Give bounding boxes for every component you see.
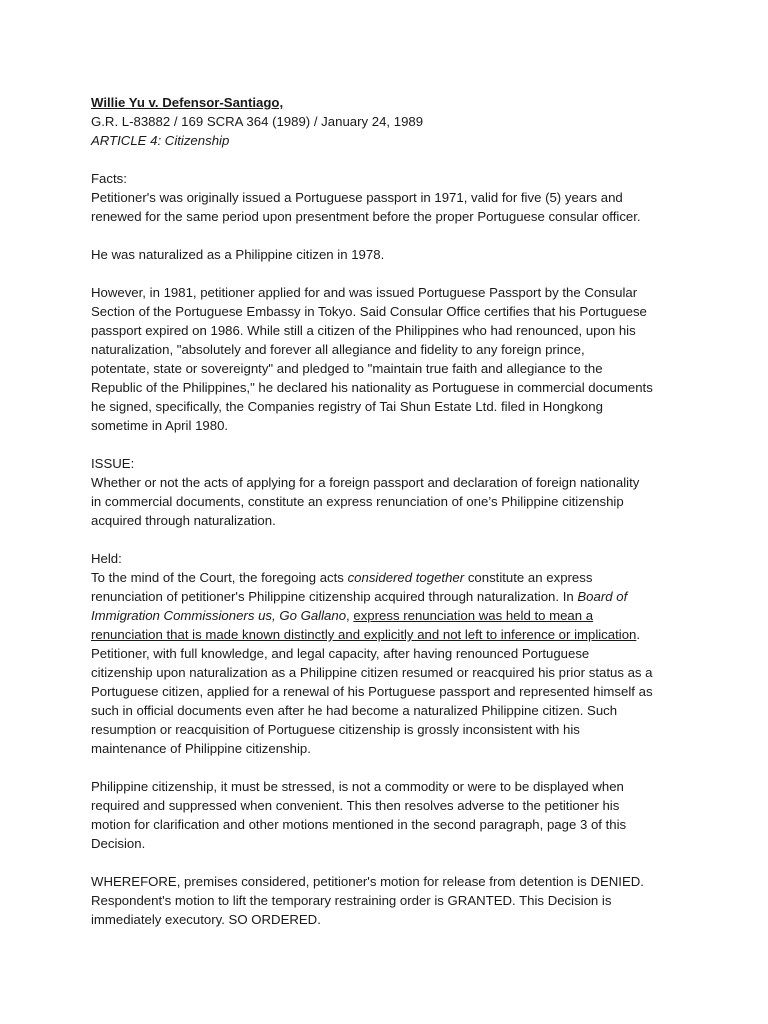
- held-heading: Held:: [91, 551, 122, 566]
- facts-heading: Facts:: [91, 171, 127, 186]
- facts-paragraph-2: He was naturalized as a Philippine citizen in 1978.: [91, 247, 385, 262]
- held-paragraph-2: Philippine citizenship, it must be stressed, is not a commodity or were to be displayed when required and suppressed when convenient. This then resolves adverse to the petitioner his motion for clarification and other motions mentioned in the second paragraph, page 3 of this Decision.: [91, 779, 627, 851]
- held-paragraph-3: WHEREFORE, premises considered, petitioner's motion for release from detention is DENIED. Respondent's motion to lift the temporary restraining order is GRANTED. This Decision is immediately executory. SO ORDERED.: [91, 874, 644, 927]
- facts-paragraph-1: Petitioner's was originally issued a Portuguese passport in 1971, valid for five (5) years and renewed for the same period upon presentment before the proper Portuguese consular officer.: [91, 190, 641, 224]
- case-digest-page: [91, 93, 691, 929]
- facts-paragraph-3: However, in 1981, petitioner applied for and was issued Portuguese Passport by the Consular Section of the Portuguese Embassy in Tokyo. Said Consular Office certifies that his Portuguese passport expired on 1986. While still a citizen of the Philippines who had renounced, upon his naturalization, "absolutely and forever all allegiance and fidelity to any foreign prince, potentate, state or sovereignty" and pledged to "maintain true faith and allegiance to the Republic of the Philippines," he declared his nationality as Portuguese in commercial documents he signed, specifically, the Companies registry of Tai Shun Estate Ltd. filed in Hongkong sometime in April 1980.: [91, 285, 653, 433]
- article-reference: ARTICLE 4: Citizenship: [91, 133, 230, 148]
- issue-paragraph: Whether or not the acts of applying for a foreign passport and declaration of foreign nationality in commercial documents, constitute an express renunciation of one’s Philippine citizenship acquired through naturalization.: [91, 475, 640, 528]
- case-title: Willie Yu v. Defensor-Santiago,: [91, 95, 284, 110]
- held-paragraph-1: To the mind of the Court, the foregoing acts considered together constitute an express renunciation of petitioner's Philippine citizenship acquired through naturalization. In Board of Immigration Commissioners us, Go Gallano, express renunciation was held to mean a renunciation that is made known distinctly and explicitly and not left to inference or implication. Petitioner, with full knowledge, and legal capacity, after having renounced Portuguese citizenship upon naturalization as a Philippine citizen resumed or reacquired his prior status as a Portuguese citizen, applied for a renewal of his Portuguese passport and represented himself as such in official documents even after he had become a naturalized Philippine citizen. Such resumption or reacquisition of Portuguese citizenship is grossly inconsistent with his maintenance of Philippine citizenship.: [91, 570, 653, 756]
- case-citation: G.R. L-83882 / 169 SCRA 364 (1989) / January 24, 1989: [91, 114, 424, 129]
- issue-heading: ISSUE:: [91, 456, 135, 471]
